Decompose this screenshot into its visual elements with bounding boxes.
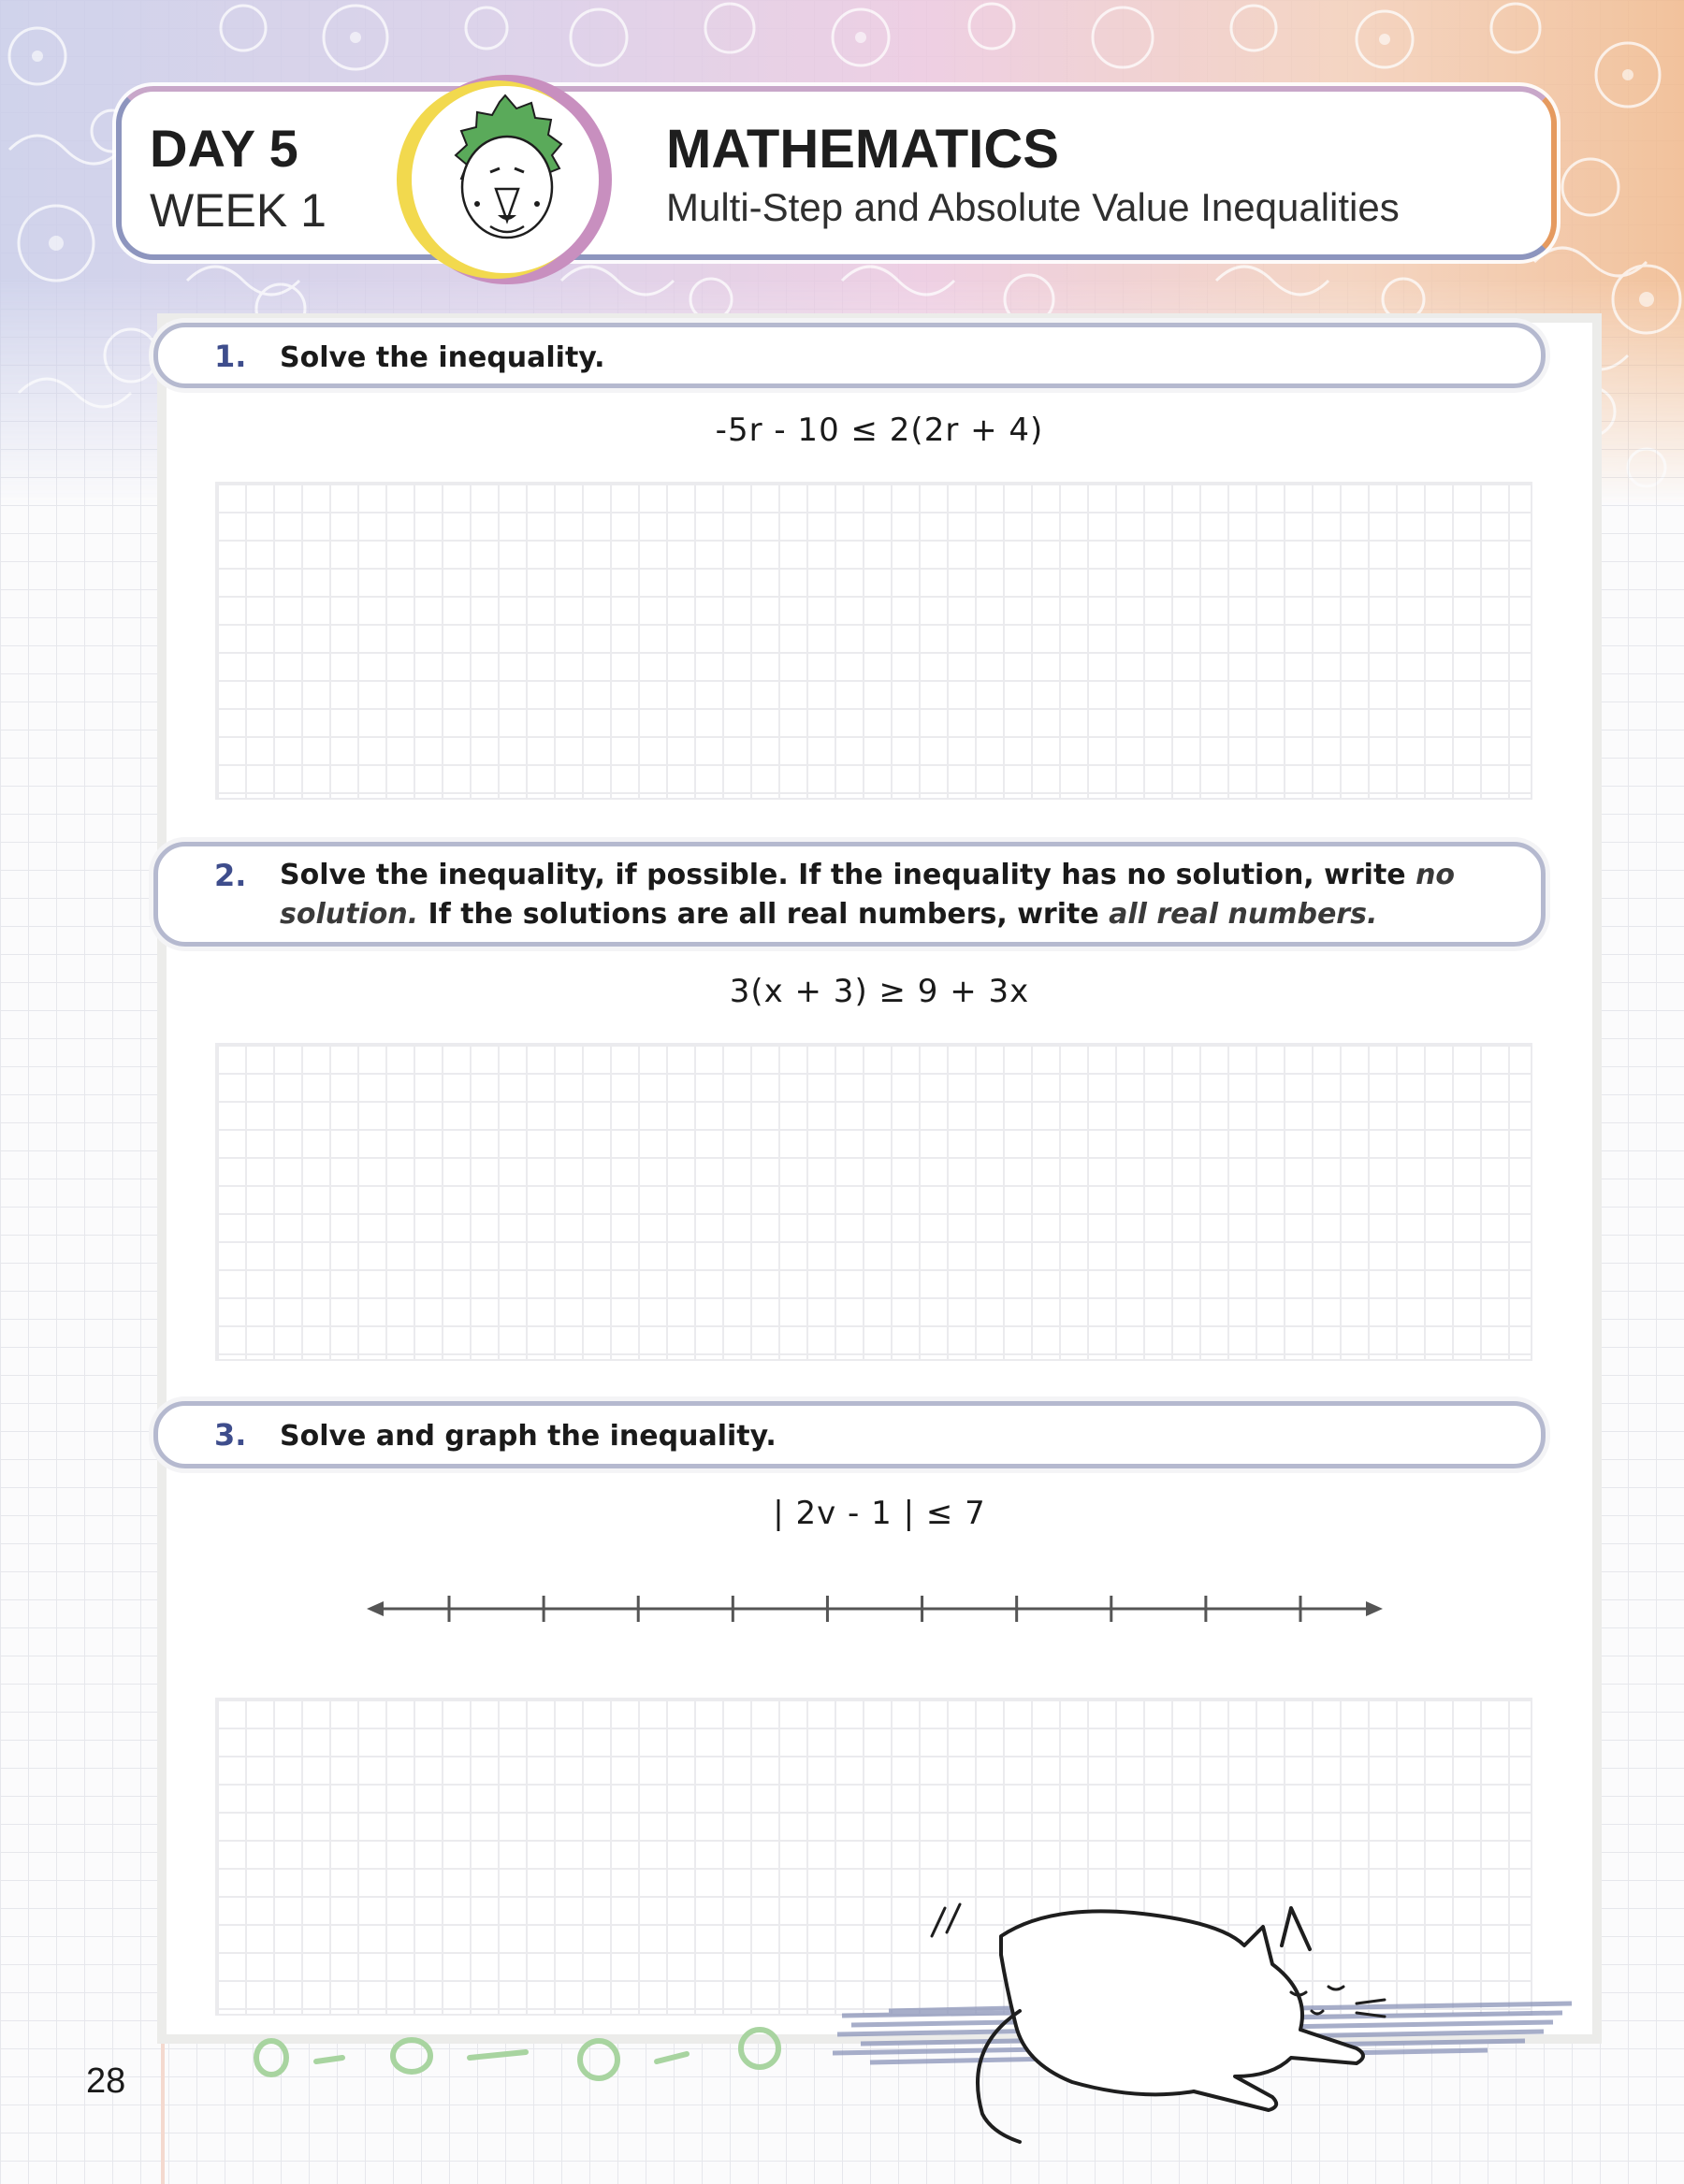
question-2-prompt-part: If the solutions are all real numbers, write — [418, 898, 1110, 931]
question-1-band — [153, 323, 1546, 388]
subject-title: MATHEMATICS — [666, 119, 1059, 180]
question-2-all-real: all real numbers. — [1109, 898, 1378, 931]
question-2-work-area[interactable] — [215, 1043, 1532, 1361]
question-1-number: 1. — [214, 339, 247, 374]
decorative-dots-icon — [245, 2020, 788, 2086]
question-1-equation: -5r - 10 ≤ 2(2r + 4) — [715, 412, 1044, 449]
sleeping-cat-illustration — [833, 1871, 1581, 2151]
question-2-number: 2. — [214, 858, 247, 893]
question-2-no-solution: no solution. — [280, 859, 1456, 931]
question-1-prompt: Solve the inequality. — [280, 341, 605, 374]
question-2-equation: 3(x + 3) ≥ 9 + 3x — [729, 973, 1030, 1010]
question-1-work-area[interactable] — [215, 482, 1532, 800]
day-label: DAY 5 — [150, 119, 298, 178]
lion-mascot-icon — [367, 67, 629, 292]
question-3-equation: | 2v - 1 | ≤ 7 — [773, 1495, 986, 1532]
question-2-prompt — [280, 856, 1513, 934]
question-2-band — [153, 842, 1546, 947]
question-2-prompt-part: Solve the inequality, if possible. If the inequality has no solution, write — [280, 859, 1416, 891]
right-arrow-icon — [1366, 1601, 1383, 1616]
left-arrow-icon — [367, 1601, 384, 1616]
number-line[interactable] — [365, 1590, 1385, 1627]
question-3-band — [153, 1401, 1546, 1468]
page-number: 28 — [86, 2061, 126, 2101]
question-3-number: 3. — [214, 1417, 247, 1453]
week-label: WEEK 1 — [150, 184, 327, 237]
topic-title: Multi-Step and Absolute Value Inequalities — [666, 185, 1400, 229]
margin-line — [161, 355, 165, 2184]
question-3-prompt: Solve and graph the inequality. — [280, 1420, 777, 1453]
